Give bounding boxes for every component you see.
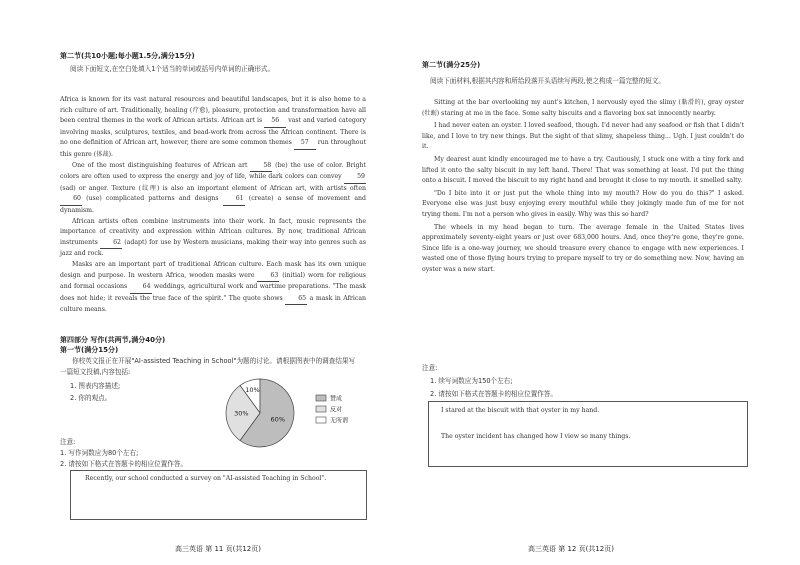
passage-paragraph: [60, 95, 366, 161]
blank-64: 64: [130, 282, 152, 294]
blank-62: 62: [100, 238, 122, 250]
passage-text: (sad) or anger. Texture (纹理) is also an important element of African art, with artists often: [60, 184, 366, 192]
legend-swatch: [316, 406, 326, 412]
writing-task: 你校英文报正在开展"AI-assisted Teaching in School"为题的讨论。请根据图表中的调查结果写一篇短文投稿,内容包括:: [60, 357, 356, 376]
section-2-title: 第二节(共10小题;每小题1.5分,满分15分): [60, 52, 195, 60]
legend-label: 反对: [330, 406, 343, 414]
legend-swatch: [316, 417, 326, 423]
blank-58: 58: [250, 161, 272, 173]
legend-swatch: [316, 395, 326, 401]
story-paragraph: Sitting at the bar overlooking my aunt's kitchen, I nervously eyed the slimy (黏滑的), gray oyster (牡蛎) staring at me in the face. Some salty biscuits and a flavoring box sat innocently nearby.: [422, 99, 744, 117]
cloze-passage: [60, 95, 366, 316]
passage-text: Africa is known for its vast natural resources and beautiful landscapes, but it is also home to a rich culture of art. Traditionally, healing (疗愈), pleasure, protection and transformation have all been central themes in the work of African artists. African art is: [60, 96, 366, 125]
passage-text: One of the most distinguishing features of African art: [72, 161, 251, 169]
passage-text: vast and varied category involving masks, sculptures, textiles, and bead-work from across the African continent. There is no one definition of African art, however, there are some common themes: [60, 117, 366, 147]
story-paragraph: My dearest aunt kindly encouraged me to have a try. Cautiously, I stuck one with a tiny fork and lifted it onto the salty biscuit in my left hand. There! That was something at least. I'd put the thing onto a biscuit. I moved the biscuit to my right hand and brought it close to my mouth. it smelled salty.: [422, 155, 744, 185]
note-2: 2. 请按如下格式在答题卡的相应位置作答。: [60, 460, 188, 468]
note-1: 1. 写作词数应为80个左右;: [60, 449, 139, 457]
pie-label: 10%: [245, 386, 260, 395]
legend-label: 赞成: [330, 395, 343, 403]
page-footer-right: 高三英语 第 12 页(共12页): [528, 545, 614, 553]
notes-title: 注意:: [60, 438, 76, 446]
story-passage: [422, 98, 744, 278]
part-4-title: 第四部分 写作(共两节,满分40分): [60, 336, 166, 344]
blank-60: 60: [60, 194, 82, 206]
blank-59: 59: [344, 172, 366, 184]
answer-start-text: Recently, our school conducted a survey on "AI-assisted Teaching in School".: [85, 475, 327, 482]
legend-label: 无所谓: [330, 417, 349, 425]
section-1-title: 第一节(满分15分): [60, 346, 119, 354]
note-1-right: 1. 续写词数应为150个左右;: [430, 377, 513, 385]
blank-57: 57: [294, 138, 316, 150]
blank-56: 56: [264, 116, 286, 128]
passage-text: (initial) worn for religious and formal occasions: [60, 271, 366, 291]
right-page: [400, 0, 800, 565]
pie-label: 60%: [270, 415, 286, 424]
survey-pie-chart: [224, 371, 374, 456]
blank-63: 63: [257, 271, 279, 283]
passage-text: weddings, agricultural work and wartime preparations. "The mask does not hide; it reveals the true face of the spirit." The quote shows: [60, 283, 367, 302]
passage-text: (create) a sense of movement and dynamism.: [60, 195, 366, 214]
passage-paragraph: [60, 260, 366, 316]
passage-text: (be) the use of color. Bright colors are often used to express the energy and joy of life, while dark colors can convey: [60, 161, 367, 181]
answer-box-right: [428, 401, 748, 467]
passage-text: African artists often combine instruments into their work. In fact, music represents the importance of creativity and expression within African cultures. By now, traditional African instruments: [60, 217, 366, 246]
blank-61: 61: [223, 194, 245, 206]
note-2-right: 2. 请按如下格式在答题卡的相应位置作答。: [430, 390, 558, 398]
passage-text: (adapt) for use by Western musicians, making their way into genres such as jazz and rock.: [60, 238, 366, 258]
passage-text: a mask in African culture means.: [60, 294, 367, 314]
answer-line-1: I stared at the biscuit with that oyster in my hand.: [441, 407, 600, 414]
story-paragraph: I had never eaten an oyster. I loved seafood, though. I'd never had any seafood or fish that I didn't like, and I love to try new things. But the sight of that slimy, shapeless thing... Ugh. I just couldn't do it.: [422, 122, 744, 151]
passage-text: (use) complicated patterns and designs: [82, 195, 223, 203]
task-point-2: 2. 你的观点。: [70, 394, 112, 402]
notes-title-right: 注意:: [422, 364, 438, 372]
pie-label: 30%: [234, 409, 249, 418]
passage-text: Masks are an important part of traditional African culture. Each mask has its own unique design and purpose. In western Africa, wooden masks were: [60, 260, 366, 279]
pie-legend: [316, 395, 348, 425]
passage-paragraph: [60, 217, 366, 260]
answer-box-left: [70, 470, 367, 520]
blank-65: 65: [285, 294, 307, 306]
page-footer-left: 高三英语 第 11 页(共12页): [175, 545, 261, 553]
section-2-title-right: 第二节(满分25分): [422, 61, 481, 69]
story-paragraph: The wheels in my head began to turn. The average female in the United States lives approximately seventy-eight years or just over 683,000 hours. And, once they're gone, they're gone. Since life is a one-way journey, we should treasure every chance to engage with new experiences. I wasted one of those flying hours trying to prepare myself to try or do something new. Now, having an oyster was a new start.: [422, 223, 744, 273]
task-point-1: 1. 图表内容描述;: [70, 382, 121, 390]
section-2-instructions-right: 阅读下面材料,根据其内容和所给段落开头语续写两段,使之构成一篇完整的短文。: [430, 77, 665, 85]
section-2-instructions: 阅读下面短文,在空白处填入1个适当的单词或括号内单词的正确形式。: [70, 65, 275, 73]
answer-line-2: The oyster incident has changed how I view so many things.: [441, 433, 631, 440]
passage-paragraph: [60, 161, 366, 217]
story-paragraph: "Do I bite into it or just put the whole thing into my mouth? How do you do this?" I asked. Everyone else was just busy enjoying every mouthful while they jokingly made fun of me for not trying them. I'm not a person who gives in easily. Why was this so hard?: [422, 189, 744, 218]
passage-text: run throughout this genre (体裁).: [60, 139, 366, 158]
